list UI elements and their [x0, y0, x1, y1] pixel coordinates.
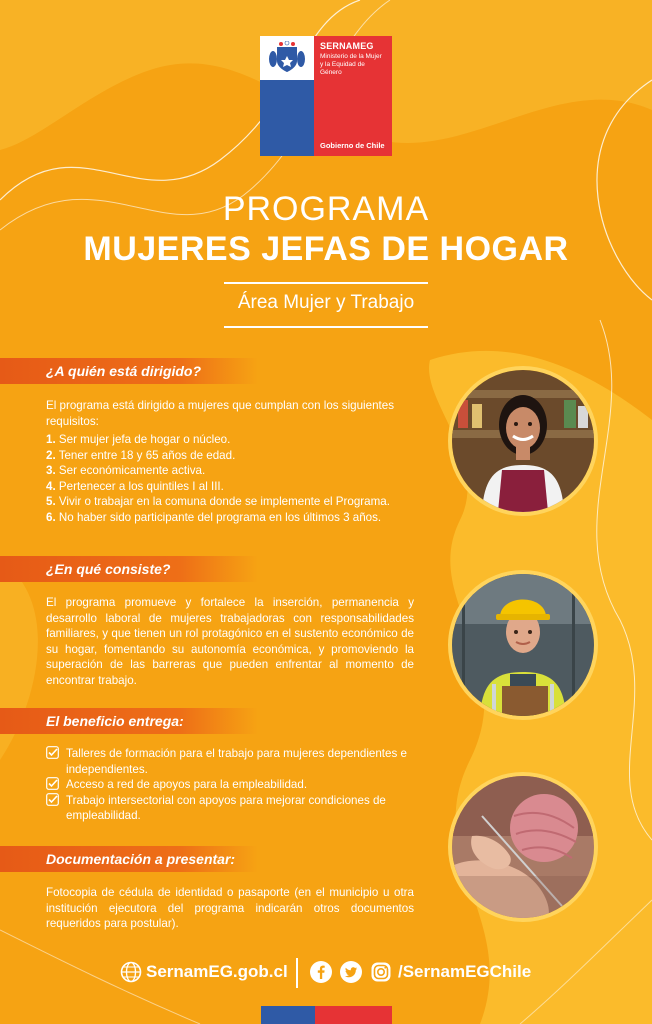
logo-ministry: Ministerio de la Mujer y la Equidad de Género — [320, 53, 382, 76]
facebook-icon[interactable] — [310, 961, 332, 983]
sernameg-logo — [260, 36, 392, 156]
benefit-item — [46, 793, 414, 824]
section-consiste-body: El programa promueve y fortalece la inserción, permanencia y desarrollo laboral de mujeres trabajadoras con responsabilidades familiares, y que tienen un rol protagónico en el sustento económico de su hogar, fomentando su autonomía económica, y promoviendo la superación de las barreras que pueden enfrentar al momento de encontrar trabajo. — [46, 596, 414, 687]
logo-white-panel — [260, 36, 314, 80]
title-rule-bottom — [224, 326, 428, 328]
logo-government: Gobierno de Chile — [320, 141, 385, 150]
title-rule-top — [224, 282, 428, 284]
photo-knitting-hands — [448, 772, 598, 922]
requirement-text: Ser económicamente activa. — [58, 464, 206, 477]
requirement-number: 6. — [46, 510, 56, 524]
requirement-text: Tener entre 18 y 65 años de edad. — [58, 448, 236, 462]
photo-knitting-illustration — [452, 776, 594, 918]
requirement-text: Vivir o trabajar en la comuna donde se implemente el Programa. — [58, 495, 390, 508]
requirement-item — [46, 463, 406, 479]
logo-blue-panel — [260, 36, 314, 156]
bottom-flag-bar — [261, 1006, 392, 1024]
photo-shop-woman — [448, 366, 598, 516]
benefit-text: Talleres de formación para el trabajo para mujeres dependientes e independientes. — [66, 747, 407, 776]
section-dirigido-body — [46, 398, 406, 525]
dirigido-intro: El programa está dirigido a mujeres que cumplan con los siguientes requisitos: — [46, 399, 394, 428]
instagram-icon[interactable] — [370, 961, 392, 983]
requirement-text: Ser mujer jefa de hogar o núcleo. — [58, 433, 231, 446]
section-heading-documentacion: Documentación a presentar: — [0, 846, 258, 872]
benefit-item — [46, 746, 414, 777]
requirement-item — [46, 448, 406, 464]
section-documentacion-body: Fotocopia de cédula de identidad o pasaporte (en el municipio u otra institución ejecutora del programa indicarán otros documentos requeridos para postular). — [46, 886, 414, 930]
requirement-number: 3. — [46, 464, 56, 477]
footer-divider — [296, 958, 298, 988]
requirement-item — [46, 494, 406, 510]
benefit-item — [46, 777, 414, 793]
benefit-text: Acceso a red de apoyos para la empleabilidad. — [66, 778, 308, 791]
check-icon — [46, 746, 59, 759]
check-icon — [46, 777, 59, 790]
check-icon — [46, 793, 59, 806]
footer-social-handle[interactable]: /SernamEGChile — [398, 962, 532, 981]
section-heading-consiste: ¿En qué consiste? — [0, 556, 258, 582]
requirement-item — [46, 479, 406, 495]
footer — [0, 958, 652, 988]
section-beneficio-body — [46, 746, 414, 824]
section-heading-dirigido: ¿A quién está dirigido? — [0, 358, 258, 384]
bottom-bar-red — [315, 1006, 392, 1024]
photo-shop-woman-illustration — [452, 370, 594, 512]
benefit-text: Trabajo intersectorial con apoyos para mejorar condiciones de empleabilidad. — [66, 793, 386, 822]
requirement-text: Pertenecer a los quintiles I al III. — [58, 479, 224, 493]
requirement-text: No haber sido participante del programa en los últimos 3 años. — [58, 510, 382, 524]
requirement-item — [46, 432, 406, 448]
section-heading-beneficio: El beneficio entrega: — [0, 708, 258, 734]
requirement-number: 1. — [46, 433, 56, 446]
footer-website-link[interactable]: SernamEG.gob.cl — [146, 962, 288, 981]
bottom-bar-blue — [261, 1006, 315, 1024]
logo-name: SERNAMEG — [320, 41, 374, 51]
twitter-icon[interactable] — [340, 961, 362, 983]
requirement-number: 5. — [46, 495, 56, 508]
title-programa: PROGRAMA — [222, 190, 430, 228]
requirement-number: 4. — [46, 479, 56, 493]
coat-of-arms-icon — [267, 41, 307, 75]
globe-icon — [120, 961, 142, 983]
logo-red-panel — [314, 36, 392, 156]
requirement-number: 2. — [46, 448, 56, 462]
title-program-name: MUJERES JEFAS DE HOGAR — [83, 230, 569, 268]
photo-helmet-woman — [448, 570, 598, 720]
photo-helmet-woman-illustration — [452, 574, 594, 716]
requirement-item — [46, 510, 406, 526]
subtitle-area: Área Mujer y Trabajo — [237, 292, 415, 313]
